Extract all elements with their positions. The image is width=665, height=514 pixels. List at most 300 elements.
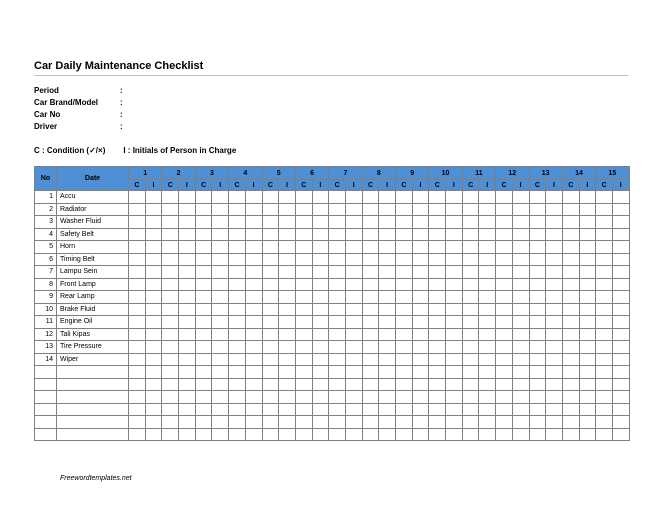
- condition-cell[interactable]: [596, 416, 613, 429]
- condition-cell[interactable]: [396, 316, 413, 329]
- condition-cell[interactable]: [295, 216, 312, 229]
- condition-cell[interactable]: [529, 416, 546, 429]
- condition-cell[interactable]: [496, 203, 513, 216]
- condition-cell[interactable]: [529, 228, 546, 241]
- condition-cell[interactable]: [562, 241, 579, 254]
- condition-cell[interactable]: [362, 353, 379, 366]
- initials-cell[interactable]: [212, 278, 229, 291]
- initials-cell[interactable]: [446, 291, 463, 304]
- initials-cell[interactable]: [612, 216, 629, 229]
- condition-cell[interactable]: [596, 341, 613, 354]
- condition-cell[interactable]: [262, 241, 279, 254]
- condition-cell[interactable]: [429, 291, 446, 304]
- initials-cell[interactable]: [612, 241, 629, 254]
- initials-cell[interactable]: [312, 428, 329, 441]
- condition-cell[interactable]: [162, 341, 179, 354]
- condition-cell[interactable]: [295, 191, 312, 204]
- condition-cell[interactable]: [462, 303, 479, 316]
- initials-cell[interactable]: [312, 228, 329, 241]
- condition-cell[interactable]: [562, 216, 579, 229]
- initials-cell[interactable]: [479, 191, 496, 204]
- condition-cell[interactable]: [596, 191, 613, 204]
- initials-cell[interactable]: [546, 303, 563, 316]
- condition-cell[interactable]: [596, 428, 613, 441]
- condition-cell[interactable]: [262, 328, 279, 341]
- condition-cell[interactable]: [462, 203, 479, 216]
- condition-cell[interactable]: [429, 328, 446, 341]
- initials-cell[interactable]: [212, 228, 229, 241]
- condition-cell[interactable]: [496, 253, 513, 266]
- condition-cell[interactable]: [562, 353, 579, 366]
- condition-cell[interactable]: [496, 228, 513, 241]
- condition-cell[interactable]: [329, 416, 346, 429]
- condition-cell[interactable]: [596, 353, 613, 366]
- condition-cell[interactable]: [162, 316, 179, 329]
- initials-cell[interactable]: [612, 291, 629, 304]
- initials-cell[interactable]: [446, 341, 463, 354]
- initials-cell[interactable]: [479, 341, 496, 354]
- initials-cell[interactable]: [446, 353, 463, 366]
- condition-cell[interactable]: [429, 266, 446, 279]
- initials-cell[interactable]: [145, 416, 162, 429]
- initials-cell[interactable]: [345, 266, 362, 279]
- initials-cell[interactable]: [312, 278, 329, 291]
- initials-cell[interactable]: [512, 416, 529, 429]
- initials-cell[interactable]: [512, 291, 529, 304]
- initials-cell[interactable]: [179, 353, 196, 366]
- condition-cell[interactable]: [329, 216, 346, 229]
- condition-cell[interactable]: [596, 278, 613, 291]
- condition-cell[interactable]: [262, 353, 279, 366]
- condition-cell[interactable]: [396, 391, 413, 404]
- condition-cell[interactable]: [195, 403, 212, 416]
- condition-cell[interactable]: [496, 278, 513, 291]
- initials-cell[interactable]: [145, 266, 162, 279]
- initials-cell[interactable]: [546, 253, 563, 266]
- initials-cell[interactable]: [145, 291, 162, 304]
- initials-cell[interactable]: [212, 378, 229, 391]
- condition-cell[interactable]: [195, 391, 212, 404]
- condition-cell[interactable]: [529, 203, 546, 216]
- condition-cell[interactable]: [529, 391, 546, 404]
- condition-cell[interactable]: [396, 428, 413, 441]
- initials-cell[interactable]: [546, 241, 563, 254]
- initials-cell[interactable]: [179, 428, 196, 441]
- condition-cell[interactable]: [162, 416, 179, 429]
- condition-cell[interactable]: [229, 403, 246, 416]
- initials-cell[interactable]: [512, 303, 529, 316]
- initials-cell[interactable]: [612, 428, 629, 441]
- condition-cell[interactable]: [229, 191, 246, 204]
- condition-cell[interactable]: [529, 366, 546, 379]
- initials-cell[interactable]: [312, 328, 329, 341]
- initials-cell[interactable]: [379, 278, 396, 291]
- initials-cell[interactable]: [512, 403, 529, 416]
- initials-cell[interactable]: [279, 241, 296, 254]
- condition-cell[interactable]: [529, 316, 546, 329]
- initials-cell[interactable]: [546, 391, 563, 404]
- initials-cell[interactable]: [145, 428, 162, 441]
- initials-cell[interactable]: [179, 216, 196, 229]
- condition-cell[interactable]: [529, 291, 546, 304]
- condition-cell[interactable]: [529, 241, 546, 254]
- initials-cell[interactable]: [579, 416, 596, 429]
- condition-cell[interactable]: [262, 291, 279, 304]
- initials-cell[interactable]: [279, 228, 296, 241]
- condition-cell[interactable]: [362, 253, 379, 266]
- initials-cell[interactable]: [546, 366, 563, 379]
- initials-cell[interactable]: [179, 253, 196, 266]
- initials-cell[interactable]: [579, 328, 596, 341]
- initials-cell[interactable]: [179, 278, 196, 291]
- initials-cell[interactable]: [446, 266, 463, 279]
- condition-cell[interactable]: [329, 391, 346, 404]
- initials-cell[interactable]: [145, 316, 162, 329]
- condition-cell[interactable]: [429, 403, 446, 416]
- initials-cell[interactable]: [579, 366, 596, 379]
- condition-cell[interactable]: [362, 366, 379, 379]
- condition-cell[interactable]: [129, 328, 146, 341]
- initials-cell[interactable]: [579, 391, 596, 404]
- initials-cell[interactable]: [412, 416, 429, 429]
- initials-cell[interactable]: [179, 291, 196, 304]
- condition-cell[interactable]: [462, 253, 479, 266]
- condition-cell[interactable]: [162, 203, 179, 216]
- condition-cell[interactable]: [529, 216, 546, 229]
- initials-cell[interactable]: [579, 241, 596, 254]
- condition-cell[interactable]: [562, 403, 579, 416]
- initials-cell[interactable]: [446, 391, 463, 404]
- condition-cell[interactable]: [162, 253, 179, 266]
- condition-cell[interactable]: [162, 228, 179, 241]
- initials-cell[interactable]: [312, 316, 329, 329]
- condition-cell[interactable]: [195, 216, 212, 229]
- condition-cell[interactable]: [262, 403, 279, 416]
- initials-cell[interactable]: [479, 353, 496, 366]
- condition-cell[interactable]: [596, 241, 613, 254]
- condition-cell[interactable]: [596, 228, 613, 241]
- initials-cell[interactable]: [612, 378, 629, 391]
- condition-cell[interactable]: [496, 303, 513, 316]
- initials-cell[interactable]: [412, 191, 429, 204]
- condition-cell[interactable]: [529, 278, 546, 291]
- condition-cell[interactable]: [262, 253, 279, 266]
- initials-cell[interactable]: [612, 328, 629, 341]
- condition-cell[interactable]: [329, 303, 346, 316]
- condition-cell[interactable]: [496, 391, 513, 404]
- initials-cell[interactable]: [379, 403, 396, 416]
- initials-cell[interactable]: [212, 253, 229, 266]
- condition-cell[interactable]: [229, 241, 246, 254]
- initials-cell[interactable]: [279, 303, 296, 316]
- initials-cell[interactable]: [512, 366, 529, 379]
- condition-cell[interactable]: [162, 278, 179, 291]
- condition-cell[interactable]: [596, 203, 613, 216]
- condition-cell[interactable]: [162, 378, 179, 391]
- condition-cell[interactable]: [596, 391, 613, 404]
- condition-cell[interactable]: [129, 291, 146, 304]
- initials-cell[interactable]: [546, 403, 563, 416]
- initials-cell[interactable]: [345, 241, 362, 254]
- initials-cell[interactable]: [345, 316, 362, 329]
- initials-cell[interactable]: [412, 391, 429, 404]
- initials-cell[interactable]: [245, 203, 262, 216]
- condition-cell[interactable]: [529, 303, 546, 316]
- condition-cell[interactable]: [262, 341, 279, 354]
- initials-cell[interactable]: [579, 191, 596, 204]
- condition-cell[interactable]: [562, 378, 579, 391]
- condition-cell[interactable]: [329, 341, 346, 354]
- condition-cell[interactable]: [129, 266, 146, 279]
- condition-cell[interactable]: [462, 241, 479, 254]
- initials-cell[interactable]: [212, 266, 229, 279]
- condition-cell[interactable]: [162, 428, 179, 441]
- initials-cell[interactable]: [412, 291, 429, 304]
- initials-cell[interactable]: [446, 403, 463, 416]
- condition-cell[interactable]: [262, 191, 279, 204]
- initials-cell[interactable]: [546, 316, 563, 329]
- condition-cell[interactable]: [229, 228, 246, 241]
- condition-cell[interactable]: [129, 316, 146, 329]
- condition-cell[interactable]: [329, 428, 346, 441]
- initials-cell[interactable]: [446, 191, 463, 204]
- initials-cell[interactable]: [312, 403, 329, 416]
- initials-cell[interactable]: [412, 203, 429, 216]
- initials-cell[interactable]: [312, 378, 329, 391]
- initials-cell[interactable]: [145, 241, 162, 254]
- initials-cell[interactable]: [546, 216, 563, 229]
- condition-cell[interactable]: [496, 216, 513, 229]
- initials-cell[interactable]: [379, 416, 396, 429]
- condition-cell[interactable]: [129, 228, 146, 241]
- condition-cell[interactable]: [596, 403, 613, 416]
- initials-cell[interactable]: [345, 366, 362, 379]
- initials-cell[interactable]: [479, 278, 496, 291]
- initials-cell[interactable]: [512, 316, 529, 329]
- condition-cell[interactable]: [396, 328, 413, 341]
- condition-cell[interactable]: [396, 366, 413, 379]
- initials-cell[interactable]: [279, 291, 296, 304]
- initials-cell[interactable]: [212, 341, 229, 354]
- condition-cell[interactable]: [129, 428, 146, 441]
- initials-cell[interactable]: [512, 353, 529, 366]
- condition-cell[interactable]: [329, 278, 346, 291]
- initials-cell[interactable]: [479, 378, 496, 391]
- condition-cell[interactable]: [462, 291, 479, 304]
- initials-cell[interactable]: [546, 353, 563, 366]
- initials-cell[interactable]: [612, 341, 629, 354]
- initials-cell[interactable]: [379, 341, 396, 354]
- initials-cell[interactable]: [612, 416, 629, 429]
- condition-cell[interactable]: [129, 216, 146, 229]
- condition-cell[interactable]: [262, 303, 279, 316]
- condition-cell[interactable]: [496, 378, 513, 391]
- condition-cell[interactable]: [129, 191, 146, 204]
- initials-cell[interactable]: [412, 378, 429, 391]
- condition-cell[interactable]: [162, 291, 179, 304]
- condition-cell[interactable]: [329, 378, 346, 391]
- initials-cell[interactable]: [279, 328, 296, 341]
- condition-cell[interactable]: [229, 216, 246, 229]
- initials-cell[interactable]: [546, 341, 563, 354]
- initials-cell[interactable]: [245, 403, 262, 416]
- initials-cell[interactable]: [446, 253, 463, 266]
- condition-cell[interactable]: [596, 266, 613, 279]
- initials-cell[interactable]: [379, 328, 396, 341]
- initials-cell[interactable]: [212, 216, 229, 229]
- condition-cell[interactable]: [362, 203, 379, 216]
- condition-cell[interactable]: [362, 416, 379, 429]
- initials-cell[interactable]: [446, 316, 463, 329]
- condition-cell[interactable]: [295, 378, 312, 391]
- condition-cell[interactable]: [229, 366, 246, 379]
- condition-cell[interactable]: [262, 228, 279, 241]
- initials-cell[interactable]: [546, 416, 563, 429]
- condition-cell[interactable]: [396, 241, 413, 254]
- condition-cell[interactable]: [462, 391, 479, 404]
- condition-cell[interactable]: [529, 253, 546, 266]
- initials-cell[interactable]: [345, 403, 362, 416]
- condition-cell[interactable]: [562, 391, 579, 404]
- condition-cell[interactable]: [262, 316, 279, 329]
- initials-cell[interactable]: [612, 303, 629, 316]
- condition-cell[interactable]: [229, 416, 246, 429]
- condition-cell[interactable]: [562, 303, 579, 316]
- initials-cell[interactable]: [479, 203, 496, 216]
- condition-cell[interactable]: [396, 341, 413, 354]
- initials-cell[interactable]: [145, 191, 162, 204]
- initials-cell[interactable]: [479, 266, 496, 279]
- initials-cell[interactable]: [479, 253, 496, 266]
- condition-cell[interactable]: [295, 278, 312, 291]
- initials-cell[interactable]: [279, 403, 296, 416]
- condition-cell[interactable]: [229, 378, 246, 391]
- initials-cell[interactable]: [579, 228, 596, 241]
- condition-cell[interactable]: [229, 266, 246, 279]
- initials-cell[interactable]: [179, 403, 196, 416]
- initials-cell[interactable]: [379, 378, 396, 391]
- initials-cell[interactable]: [279, 353, 296, 366]
- initials-cell[interactable]: [379, 366, 396, 379]
- condition-cell[interactable]: [362, 303, 379, 316]
- condition-cell[interactable]: [462, 403, 479, 416]
- condition-cell[interactable]: [596, 253, 613, 266]
- condition-cell[interactable]: [195, 316, 212, 329]
- initials-cell[interactable]: [546, 291, 563, 304]
- condition-cell[interactable]: [295, 328, 312, 341]
- initials-cell[interactable]: [479, 291, 496, 304]
- initials-cell[interactable]: [212, 316, 229, 329]
- initials-cell[interactable]: [245, 416, 262, 429]
- condition-cell[interactable]: [396, 303, 413, 316]
- condition-cell[interactable]: [129, 353, 146, 366]
- condition-cell[interactable]: [496, 291, 513, 304]
- condition-cell[interactable]: [129, 203, 146, 216]
- initials-cell[interactable]: [512, 203, 529, 216]
- initials-cell[interactable]: [412, 316, 429, 329]
- initials-cell[interactable]: [179, 341, 196, 354]
- condition-cell[interactable]: [295, 303, 312, 316]
- initials-cell[interactable]: [546, 203, 563, 216]
- condition-cell[interactable]: [195, 241, 212, 254]
- initials-cell[interactable]: [446, 416, 463, 429]
- initials-cell[interactable]: [279, 378, 296, 391]
- initials-cell[interactable]: [345, 203, 362, 216]
- initials-cell[interactable]: [312, 391, 329, 404]
- initials-cell[interactable]: [245, 216, 262, 229]
- initials-cell[interactable]: [512, 266, 529, 279]
- condition-cell[interactable]: [195, 203, 212, 216]
- condition-cell[interactable]: [496, 353, 513, 366]
- initials-cell[interactable]: [579, 216, 596, 229]
- initials-cell[interactable]: [512, 391, 529, 404]
- initials-cell[interactable]: [245, 291, 262, 304]
- condition-cell[interactable]: [362, 278, 379, 291]
- condition-cell[interactable]: [596, 366, 613, 379]
- condition-cell[interactable]: [195, 253, 212, 266]
- condition-cell[interactable]: [295, 241, 312, 254]
- initials-cell[interactable]: [546, 191, 563, 204]
- initials-cell[interactable]: [512, 216, 529, 229]
- condition-cell[interactable]: [429, 228, 446, 241]
- initials-cell[interactable]: [245, 241, 262, 254]
- condition-cell[interactable]: [162, 241, 179, 254]
- condition-cell[interactable]: [429, 341, 446, 354]
- initials-cell[interactable]: [179, 203, 196, 216]
- initials-cell[interactable]: [546, 328, 563, 341]
- initials-cell[interactable]: [179, 328, 196, 341]
- initials-cell[interactable]: [145, 391, 162, 404]
- condition-cell[interactable]: [429, 191, 446, 204]
- initials-cell[interactable]: [245, 191, 262, 204]
- condition-cell[interactable]: [362, 378, 379, 391]
- initials-cell[interactable]: [379, 303, 396, 316]
- initials-cell[interactable]: [579, 253, 596, 266]
- initials-cell[interactable]: [446, 203, 463, 216]
- condition-cell[interactable]: [329, 253, 346, 266]
- initials-cell[interactable]: [345, 216, 362, 229]
- condition-cell[interactable]: [262, 278, 279, 291]
- condition-cell[interactable]: [195, 278, 212, 291]
- condition-cell[interactable]: [129, 366, 146, 379]
- condition-cell[interactable]: [396, 291, 413, 304]
- condition-cell[interactable]: [529, 266, 546, 279]
- initials-cell[interactable]: [345, 378, 362, 391]
- condition-cell[interactable]: [295, 366, 312, 379]
- condition-cell[interactable]: [462, 191, 479, 204]
- initials-cell[interactable]: [579, 316, 596, 329]
- condition-cell[interactable]: [295, 316, 312, 329]
- initials-cell[interactable]: [312, 191, 329, 204]
- condition-cell[interactable]: [462, 366, 479, 379]
- initials-cell[interactable]: [379, 291, 396, 304]
- condition-cell[interactable]: [129, 278, 146, 291]
- condition-cell[interactable]: [529, 341, 546, 354]
- condition-cell[interactable]: [229, 278, 246, 291]
- initials-cell[interactable]: [345, 291, 362, 304]
- initials-cell[interactable]: [279, 266, 296, 279]
- condition-cell[interactable]: [295, 403, 312, 416]
- condition-cell[interactable]: [229, 341, 246, 354]
- condition-cell[interactable]: [262, 266, 279, 279]
- initials-cell[interactable]: [312, 203, 329, 216]
- initials-cell[interactable]: [446, 378, 463, 391]
- condition-cell[interactable]: [262, 416, 279, 429]
- initials-cell[interactable]: [579, 266, 596, 279]
- condition-cell[interactable]: [596, 216, 613, 229]
- initials-cell[interactable]: [345, 228, 362, 241]
- condition-cell[interactable]: [195, 353, 212, 366]
